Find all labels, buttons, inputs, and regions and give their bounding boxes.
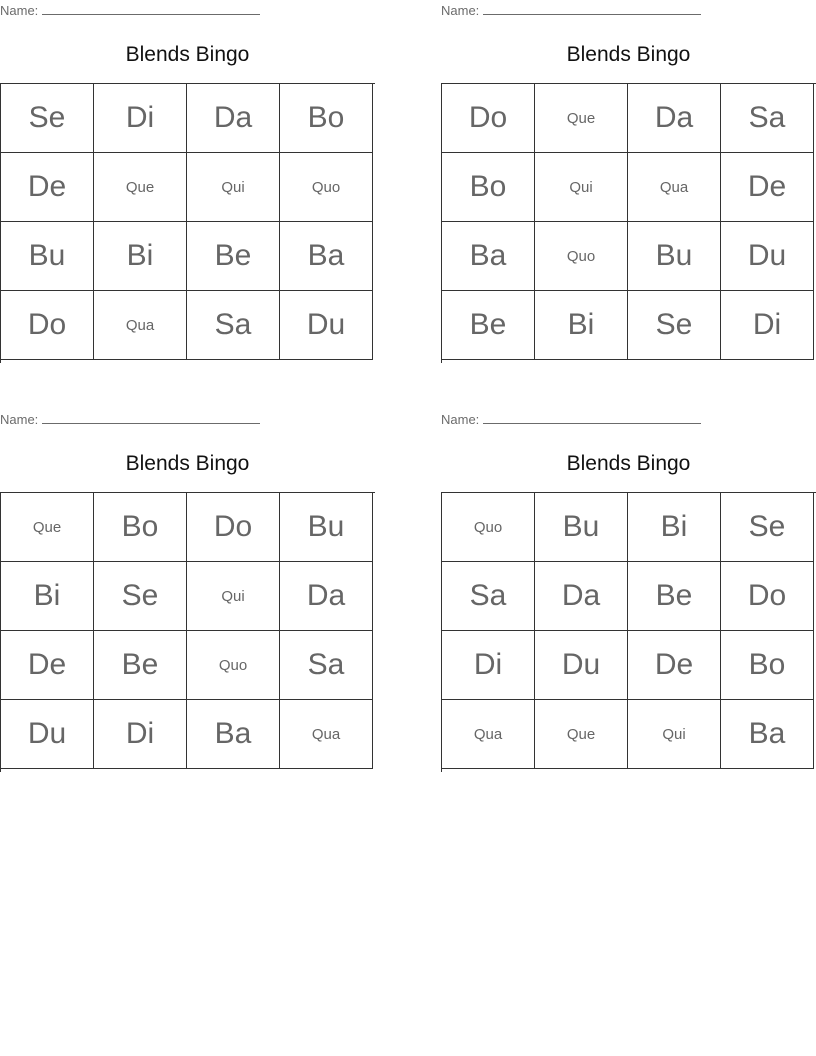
bingo-cell[interactable]: Da [280, 562, 373, 631]
bingo-cell[interactable]: Bu [1, 222, 94, 291]
bingo-grid [0, 492, 375, 772]
bingo-cell[interactable]: Qua [442, 700, 535, 769]
name-label: Name: [441, 3, 480, 18]
bingo-cell[interactable]: Sa [187, 291, 280, 360]
bingo-cell[interactable]: Quo [280, 153, 373, 222]
name-underline[interactable] [483, 412, 701, 424]
bingo-cell[interactable]: Quo [442, 493, 535, 562]
name-label: Name: [441, 412, 480, 427]
bingo-cell[interactable]: Se [94, 562, 187, 631]
bingo-cell[interactable]: Bi [94, 222, 187, 291]
bingo-cell[interactable]: Du [1, 700, 94, 769]
bingo-cell[interactable]: Du [721, 222, 814, 291]
bingo-cell[interactable]: Bi [535, 291, 628, 360]
bingo-cell[interactable]: Se [1, 84, 94, 153]
name-label: Name: [0, 3, 39, 18]
bingo-cell[interactable]: Sa [280, 631, 373, 700]
bingo-cell[interactable]: Qua [94, 291, 187, 360]
bingo-card-1 [0, 0, 375, 372]
card-title: Blends Bingo [566, 452, 691, 475]
card-title: Blends Bingo [125, 452, 250, 475]
bingo-cell[interactable]: De [1, 153, 94, 222]
bingo-cell[interactable]: De [628, 631, 721, 700]
bingo-cell[interactable]: Que [1, 493, 94, 562]
card-title: Blends Bingo [125, 43, 250, 66]
bingo-grid [441, 492, 816, 772]
name-underline[interactable] [483, 3, 701, 15]
bingo-cell[interactable]: Ba [721, 700, 814, 769]
bingo-cell[interactable]: Quo [535, 222, 628, 291]
bingo-cell[interactable]: Que [535, 700, 628, 769]
name-field [0, 3, 260, 18]
bingo-cell[interactable]: Be [187, 222, 280, 291]
bingo-cell[interactable]: Di [721, 291, 814, 360]
bingo-cell[interactable]: Se [628, 291, 721, 360]
bingo-card-2 [441, 0, 816, 372]
bingo-cell[interactable]: Qui [187, 562, 280, 631]
bingo-cell[interactable]: Qua [280, 700, 373, 769]
bingo-cell[interactable]: Qua [628, 153, 721, 222]
bingo-cell[interactable]: Do [1, 291, 94, 360]
bingo-cell[interactable]: Bo [280, 84, 373, 153]
bingo-cell[interactable]: Di [442, 631, 535, 700]
bingo-grid [0, 83, 375, 363]
bingo-cell[interactable]: De [1, 631, 94, 700]
bingo-cell[interactable]: Da [628, 84, 721, 153]
bingo-cell[interactable]: Di [94, 700, 187, 769]
bingo-card-3 [0, 409, 375, 781]
bingo-cell[interactable]: Bu [628, 222, 721, 291]
bingo-cell[interactable]: Ba [187, 700, 280, 769]
bingo-cell[interactable]: Bo [442, 153, 535, 222]
bingo-cell[interactable]: Da [535, 562, 628, 631]
bingo-cell[interactable]: Que [94, 153, 187, 222]
bingo-cell[interactable]: Se [721, 493, 814, 562]
bingo-cell[interactable]: Qui [187, 153, 280, 222]
bingo-cell[interactable]: Be [94, 631, 187, 700]
bingo-cell[interactable]: Que [535, 84, 628, 153]
card-title: Blends Bingo [566, 43, 691, 66]
bingo-cell[interactable]: Do [442, 84, 535, 153]
bingo-cell[interactable]: Do [187, 493, 280, 562]
bingo-cell[interactable]: Ba [280, 222, 373, 291]
bingo-cell[interactable]: Du [535, 631, 628, 700]
bingo-grid [441, 83, 816, 363]
bingo-cell[interactable]: Do [721, 562, 814, 631]
bingo-cell[interactable]: Quo [187, 631, 280, 700]
name-underline[interactable] [42, 3, 260, 15]
bingo-cell[interactable]: Sa [442, 562, 535, 631]
bingo-cell[interactable]: Bu [280, 493, 373, 562]
bingo-cell[interactable]: Bu [535, 493, 628, 562]
name-field [441, 3, 701, 18]
bingo-cell[interactable]: Qui [628, 700, 721, 769]
bingo-cell[interactable]: Bo [94, 493, 187, 562]
name-field [0, 412, 260, 427]
bingo-cell[interactable]: Be [442, 291, 535, 360]
bingo-cell[interactable]: Sa [721, 84, 814, 153]
name-underline[interactable] [42, 412, 260, 424]
bingo-cell[interactable]: Bi [628, 493, 721, 562]
bingo-card-4 [441, 409, 816, 781]
name-label: Name: [0, 412, 39, 427]
bingo-cell[interactable]: Bo [721, 631, 814, 700]
bingo-cell[interactable]: De [721, 153, 814, 222]
bingo-cell[interactable]: Du [280, 291, 373, 360]
bingo-cell[interactable]: Da [187, 84, 280, 153]
name-field [441, 412, 701, 427]
bingo-cell[interactable]: Qui [535, 153, 628, 222]
bingo-cell[interactable]: Di [94, 84, 187, 153]
bingo-cell[interactable]: Bi [1, 562, 94, 631]
bingo-cell[interactable]: Be [628, 562, 721, 631]
bingo-cell[interactable]: Ba [442, 222, 535, 291]
